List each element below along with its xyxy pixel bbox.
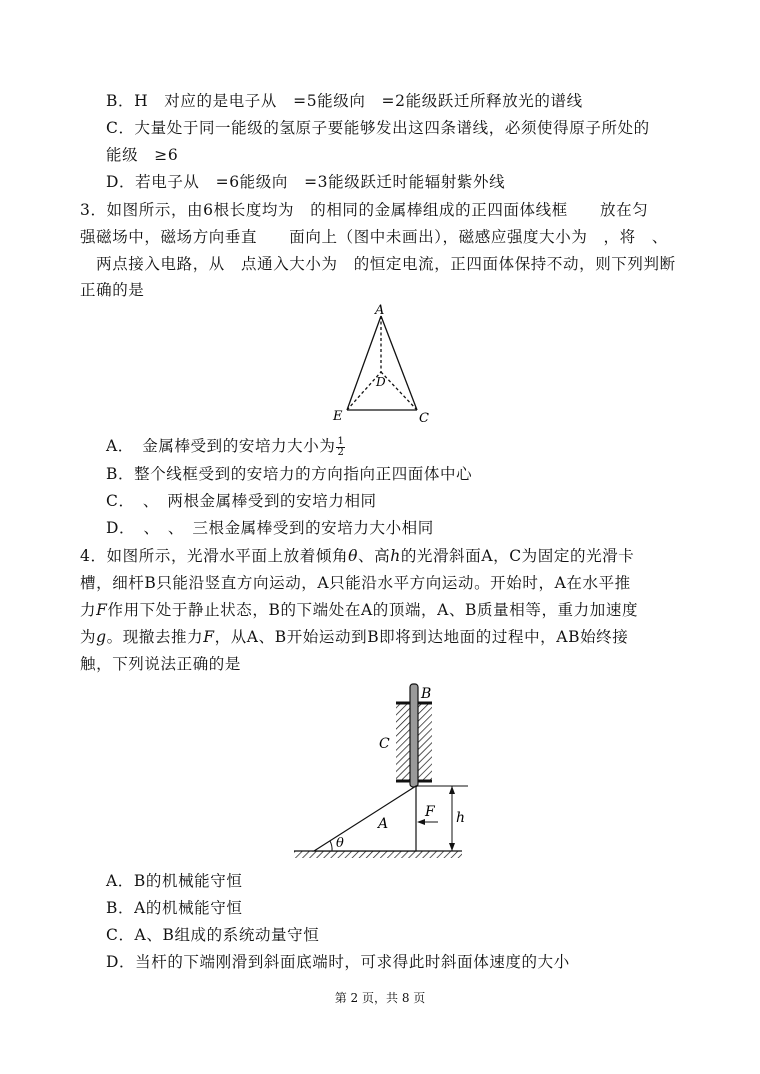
q4-stem4-b: 。现撤去推力: [106, 628, 204, 646]
q4-stem4-a: 为: [80, 628, 97, 646]
q4-stem-line4: [80, 627, 628, 647]
label-a: A: [378, 816, 389, 832]
fraction-denominator: 2: [337, 446, 345, 458]
rod-b: [410, 684, 418, 787]
q2-option-c-line2: 能级 ≥6: [106, 146, 179, 164]
vertex-label-d: D: [376, 375, 386, 389]
label-b: B: [421, 686, 432, 702]
q4-stem3-a: 力: [80, 601, 97, 619]
q3-stem-line4: 正确的是: [80, 281, 145, 299]
vertex-label-e: E: [333, 409, 343, 424]
fraction-numerator: 1: [337, 435, 345, 447]
vertex-label-a: A: [375, 303, 385, 318]
label-f: F: [425, 804, 435, 820]
q4-stem4-c: ，从A、B开始运动到B即将到达地面的过程中，AB始终接: [214, 628, 629, 646]
fraction-one-half: [336, 437, 345, 458]
q4-theta-symbol: θ: [348, 547, 359, 565]
q3-stem-line1: 3．如图所示，由6根长度均为 的相同的金属棒组成的正四面体线框 放在匀: [80, 201, 649, 219]
q2-option-d: D．若电子从 =6能级向 =3能级跃迁时能辐射紫外线: [106, 173, 506, 191]
q4-stem1-c: 的光滑斜面A，C为固定的光滑卡: [400, 547, 635, 565]
incline-a: [314, 786, 416, 851]
q4-option-a: A．B的机械能守恒: [106, 872, 243, 890]
q3-stem-line3: 两点接入电路，从 点通入大小为 的恒定电流，正四面体保持不动，则下列判断: [80, 255, 676, 273]
q2-option-b: B．H 对应的是电子从 =5能级向 =2能级跃迁所释放光的谱线: [106, 92, 583, 110]
q4-option-b: B．A的机械能守恒: [106, 899, 243, 917]
label-theta: θ: [336, 836, 344, 851]
q4-stem1-b: 、高: [358, 547, 391, 565]
q3-option-b: B．整个线框受到的安培力的方向指向正四面体中心: [106, 465, 473, 483]
label-h: h: [456, 810, 466, 826]
q3-option-c: C． 、 两根金属棒受到的安培力相同: [106, 492, 377, 510]
ground: [294, 851, 462, 858]
vertex-label-c: C: [419, 411, 429, 426]
q2-option-c-line1: C．大量处于同一能级的氢原子要能够发出这四条谱线，必须使得原子所处的: [106, 119, 650, 137]
q3-option-a: [106, 436, 345, 458]
q4-option-d: D．当杆的下端刚滑到斜面底端时，可求得此时斜面体速度的大小: [106, 953, 570, 971]
page-footer: 第 2 页，共 8 页: [334, 991, 426, 1005]
q4-stem3-b: 作用下处于静止状态，B的下端处在A的顶端，A、B质量相等，重力加速度: [107, 601, 639, 619]
q4-force-symbol-2: F: [203, 628, 215, 646]
q4-g-symbol: g: [96, 628, 107, 646]
tetrahedron-figure: [320, 300, 450, 430]
q4-force-symbol: F: [96, 601, 108, 619]
q4-stem-line3: [80, 600, 638, 620]
q4-stem-line2: 槽，细杆B只能沿竖直方向运动，A只能沿水平方向运动。开始时，A在水平推: [80, 574, 631, 592]
q4-h-symbol: h: [390, 547, 401, 565]
q4-stem-line1: [80, 546, 634, 566]
q3-option-a-text: A． 金属棒受到的安培力大小为: [106, 437, 336, 455]
q4-stem1-a: 4．如图所示，光滑水平面上放着倾角: [80, 547, 349, 565]
q3-stem-line2: 强磁场中，磁场方向垂直 面向上（图中未画出），磁感应强度大小为 ，将 、: [80, 228, 668, 246]
label-c: C: [379, 736, 390, 752]
q4-stem-line5: 触，下列说法正确的是: [80, 655, 242, 673]
q3-option-d: D． 、 、 三根金属棒受到的安培力大小相同: [106, 519, 434, 537]
incline-rod-figure: [286, 676, 476, 866]
q4-option-c: C．A、B组成的系统动量守恒: [106, 926, 320, 944]
